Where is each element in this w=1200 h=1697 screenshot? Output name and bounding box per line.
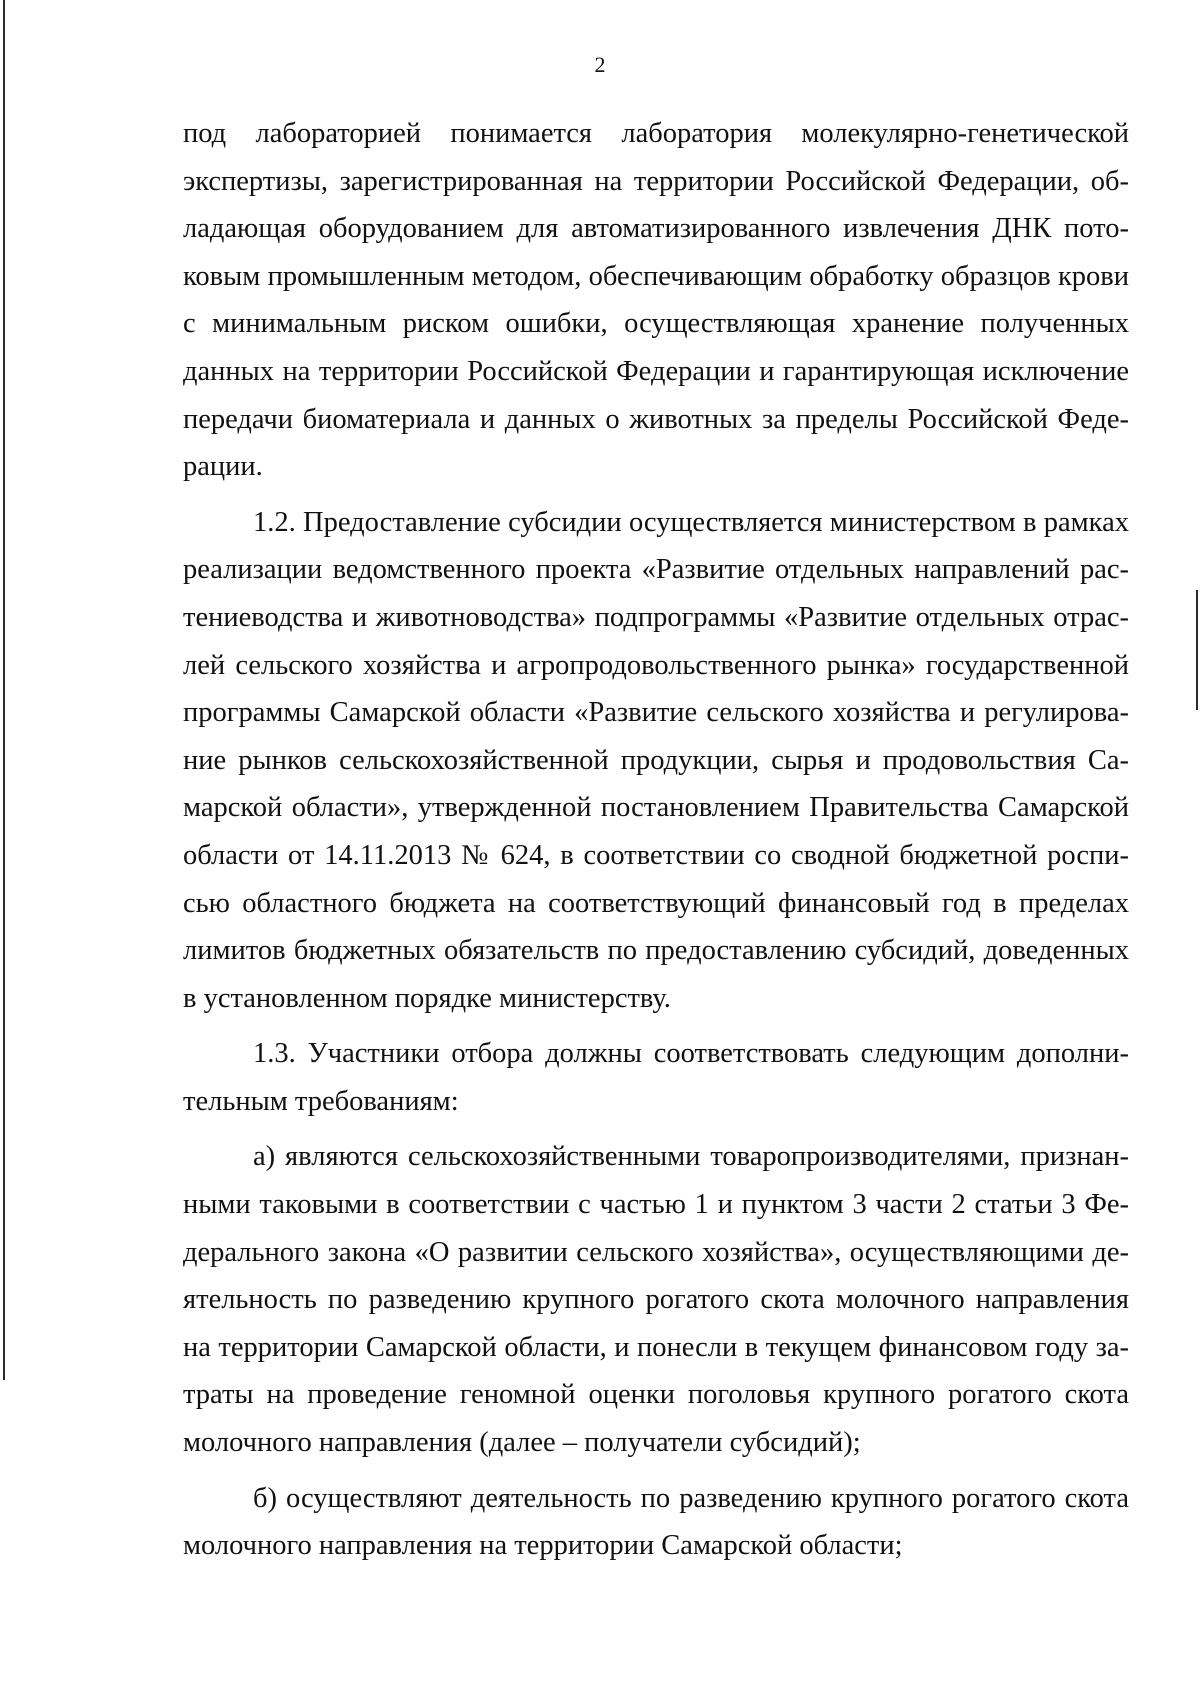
scan-edge-left — [3, 0, 5, 1380]
paragraph-laboratory-definition: под лабораторией понимается лаборатория молекулярно-генетической экспертизы, зарегистрированная на территории Российской Федерации, обладающая оборудованием для автоматизированного извлечения ДНК потоковым промышленным методом, обеспечивающим обработку образцов крови с минимальным риском ошибки, осуществляющая хранение полученных данных на территории Российской Федерации и гарантирующая исключение передачи биоматериала и данных о животных за пределы Российской Федерации. — [183, 118, 1129, 483]
scan-edge-right — [1196, 590, 1198, 710]
paragraph-item-b: б) осуществляют деятельность по разведению крупного рогатого скота молочного направления на территории Самарской области; — [183, 1482, 1129, 1562]
paragraph-item-a: а) являются сельскохозяйственными товаропроизводителями, признанными таковыми в соответствии с частью 1 и пунктом 3 части 2 статьи 3 Федерального закона «О развитии сельского хозяйства», осуществляющими деятельность по разведению крупного рогатого скота молочного направления на территории Самарской области, и понесли в текущем финансовом году затраты на проведение геномной оценки поголовья крупного рогатого скота молочного направления (далее – получатели субсидий); — [183, 1141, 1129, 1459]
paragraph-1-3: 1.3. Участники отбора должны соответствовать следующим дополнительным требованиям: — [183, 1038, 1129, 1117]
document-body — [183, 110, 1129, 1578]
paragraph-1-2: 1.2. Предоставление субсидии осуществляется министерством в рамках реализации ведомственного проекта «Развитие отдельных направлений растениеводства и животноводства» подпрограммы «Развитие отдельных отраслей сельского хозяйства и агропродовольственного рынка» государственной программы Самарской области «Развитие сельского хозяйства и регулирование рынков сельскохозяйственной продукции, сырья и продовольствия Самарской области», утвержденной постановлением Правительства Самарской области от 14.11.2013 № 624, в соответствии со сводной бюджетной росписью областного бюджета на соответствующий финансовый год в пределах лимитов бюджетных обязательств по предоставлению субсидий, доведенных в установленном порядке министерству. — [183, 506, 1129, 1014]
page-number: 2 — [594, 52, 606, 77]
